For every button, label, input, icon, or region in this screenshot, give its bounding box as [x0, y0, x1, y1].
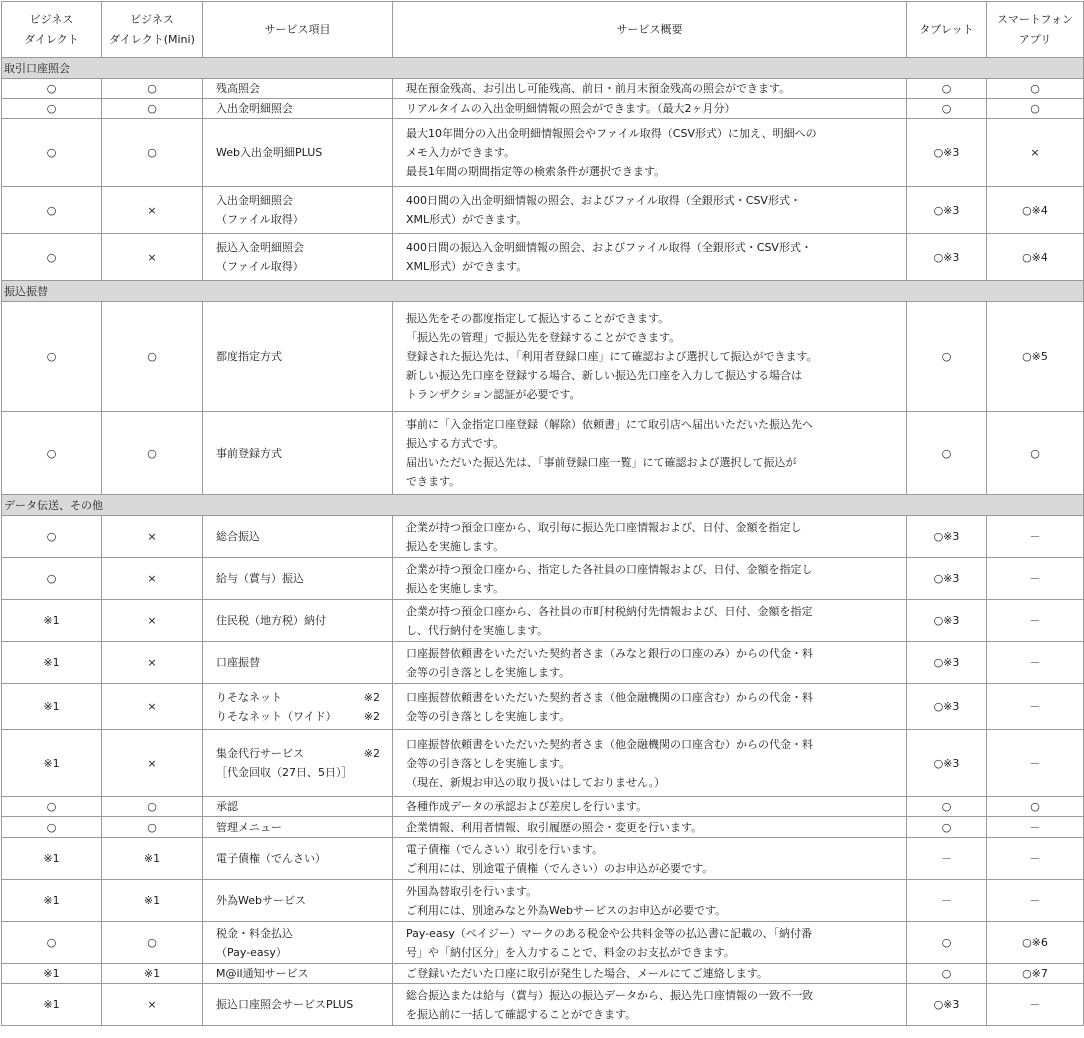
cell-business-direct: ※1	[2, 964, 102, 984]
table-row	[2, 797, 1084, 817]
service-summary-line: 振込する方式です。	[406, 437, 505, 450]
cell-business-direct: ※1	[2, 838, 102, 880]
cell-service-item	[203, 302, 393, 412]
section-title: データ伝送、その他	[2, 495, 1084, 516]
cell-service-summary	[393, 600, 907, 642]
service-summary-line: 最長1年間の期間指定等の検索条件が選択できます。	[406, 165, 666, 178]
service-summary-line: 口座振替依頼書をいただいた契約者さま（他金融機関の口座含む）からの代金・料	[406, 737, 813, 751]
cell-tablet: ○※3	[907, 642, 987, 684]
header-business-direct: ビジネス ダイレクト	[2, 2, 102, 58]
table-row	[2, 642, 1084, 684]
service-table	[1, 1, 1084, 1026]
cell-smartphone-app: ○※7	[987, 964, 1084, 984]
service-item-label: 住民税（地方税）納付	[216, 614, 326, 627]
service-summary-line: 届出いただいた振込先は、「事前登録口座一覧」にて確認および選択して振込が	[406, 456, 797, 469]
table-row	[2, 600, 1084, 642]
cell-service-summary	[393, 880, 907, 922]
cell-tablet: ○※3	[907, 684, 987, 730]
cell-smartphone-app: －	[987, 600, 1084, 642]
cell-tablet: ○※3	[907, 558, 987, 600]
cell-business-direct: ○	[2, 234, 102, 281]
service-summary-line: し、代行納付を実施します。	[406, 623, 549, 637]
cell-tablet: ○※3	[907, 600, 987, 642]
service-item-note: ※2	[363, 709, 380, 723]
cell-business-direct-mini: ○	[102, 797, 203, 817]
service-summary-line: 新しい振込先口座を登録する場合、新しい振込先口座を入力して振込する場合は	[406, 369, 802, 382]
cell-smartphone-app: ○※4	[987, 187, 1084, 234]
cell-service-item	[203, 922, 393, 964]
cell-tablet: －	[907, 838, 987, 880]
cell-business-direct: ※1	[2, 684, 102, 730]
section-title: 取引口座照会	[2, 58, 1084, 79]
service-item-label: 振込口座照会サービスPLUS	[216, 998, 354, 1011]
cell-service-item	[203, 984, 393, 1026]
service-summary-line: 最大10年間分の入出金明細情報照会やファイル取得（CSV形式）に加え、明細への	[406, 127, 817, 140]
cell-tablet: ○	[907, 797, 987, 817]
cell-service-summary	[393, 817, 907, 838]
service-summary-line: 事前に「入金指定口座登録（解除）依頼書」にて取引店へ届出いただいた振込先へ	[406, 418, 813, 431]
service-summary-line: 「振込先の管理」で振込先を登録することができます。	[406, 331, 681, 344]
cell-tablet: ○	[907, 79, 987, 99]
cell-service-summary	[393, 302, 907, 412]
service-summary-line: 金等の引き落としを実施します。	[406, 756, 571, 770]
cell-tablet: －	[907, 880, 987, 922]
service-item-label: 都度指定方式	[216, 350, 282, 363]
cell-smartphone-app: －	[987, 642, 1084, 684]
table-row	[2, 234, 1084, 281]
cell-business-direct: ○	[2, 119, 102, 187]
cell-service-item	[203, 412, 393, 495]
service-summary-line: 企業が持つ預金口座から、各社員の市町村税納付先情報および、日付、金額を指定	[406, 604, 813, 618]
cell-service-item	[203, 234, 393, 281]
service-item-note: ※2	[363, 690, 380, 704]
service-item-label: 承認	[216, 800, 238, 813]
cell-business-direct-mini: ×	[102, 558, 203, 600]
cell-business-direct: ○	[2, 302, 102, 412]
cell-smartphone-app: －	[987, 984, 1084, 1026]
service-item-label: 税金・料金払込	[216, 926, 293, 940]
service-item-label: M@il通知サービス	[216, 967, 309, 980]
cell-service-summary	[393, 558, 907, 600]
cell-business-direct-mini: ×	[102, 187, 203, 234]
cell-business-direct: ※1	[2, 600, 102, 642]
service-summary-line: 400日間の入出金明細情報の照会、およびファイル取得（全銀形式・CSV形式・	[406, 194, 801, 207]
service-summary-line: 金等の引き落としを実施します。	[406, 709, 571, 723]
cell-business-direct: ※1	[2, 880, 102, 922]
cell-smartphone-app: ○	[987, 412, 1084, 495]
cell-service-item	[203, 558, 393, 600]
service-summary-line: メモ入力ができます。	[406, 146, 516, 159]
cell-business-direct: ○	[2, 412, 102, 495]
service-summary-line: ご登録いただいた口座に取引が発生した場合、メールにてご連絡します。	[406, 967, 768, 980]
cell-business-direct-mini: ×	[102, 684, 203, 730]
service-item-label: ［代金回収（27日、5日）］	[216, 766, 353, 779]
service-summary-line: を振込前に一括して確認することができます。	[406, 1007, 637, 1021]
cell-service-item	[203, 119, 393, 187]
table-row	[2, 922, 1084, 964]
service-item-label: 管理メニュー	[216, 820, 282, 834]
service-summary-line: 企業が持つ預金口座から、取引毎に振込先口座情報および、日付、金額を指定し	[406, 520, 802, 534]
cell-business-direct-mini: ※1	[102, 964, 203, 984]
cell-business-direct-mini: ○	[102, 922, 203, 964]
cell-business-direct: ○	[2, 79, 102, 99]
cell-tablet: ○	[907, 99, 987, 119]
cell-business-direct-mini: ×	[102, 730, 203, 797]
cell-smartphone-app: ○	[987, 797, 1084, 817]
cell-smartphone-app: －	[987, 684, 1084, 730]
cell-business-direct: ○	[2, 817, 102, 838]
service-summary-line: Pay-easy（ペイジー）マークのある税金や公共料金等の払込書に記載の、「納付番	[406, 926, 812, 940]
cell-business-direct-mini: ×	[102, 600, 203, 642]
cell-tablet: ○	[907, 412, 987, 495]
service-summary-line: できます。	[406, 475, 461, 488]
cell-smartphone-app: ×	[987, 119, 1084, 187]
cell-business-direct: ※1	[2, 984, 102, 1026]
cell-smartphone-app: －	[987, 516, 1084, 558]
cell-tablet: ○※3	[907, 730, 987, 797]
cell-tablet: ○※3	[907, 516, 987, 558]
service-summary-line: トランザクション認証が必要です。	[406, 388, 581, 401]
service-item-line	[216, 744, 386, 763]
cell-service-item	[203, 797, 393, 817]
cell-service-item	[203, 642, 393, 684]
cell-smartphone-app: －	[987, 838, 1084, 880]
cell-smartphone-app: －	[987, 558, 1084, 600]
table-row	[2, 302, 1084, 412]
cell-service-item	[203, 516, 393, 558]
cell-business-direct-mini: ※1	[102, 880, 203, 922]
cell-service-summary	[393, 119, 907, 187]
service-summary-line: 振込先をその都度指定して振込することができます。	[406, 312, 670, 325]
service-item-label: 電子債権（でんさい）	[216, 852, 326, 865]
service-summary-line: 振込を実施します。	[406, 581, 505, 595]
cell-service-item	[203, 838, 393, 880]
service-item-line	[216, 763, 386, 782]
cell-business-direct: ○	[2, 516, 102, 558]
cell-service-item	[203, 817, 393, 838]
service-item-label: 事前登録方式	[216, 446, 282, 460]
service-summary-line: 現在預金残高、お引出し可能残高、前日・前月末預金残高の照会ができます。	[406, 82, 791, 95]
service-summary-line: ご利用には、別途電子債権（でんさい）のお申込が必要です。	[406, 861, 714, 875]
table-row	[2, 187, 1084, 234]
service-item-label: 集金代行サービス	[216, 747, 304, 760]
service-item-label: （ファイル取得）	[216, 213, 304, 226]
cell-tablet: ○※3	[907, 187, 987, 234]
section-header	[2, 58, 1084, 79]
header-smartphone-app: スマートフォン アプリ	[987, 2, 1084, 58]
service-item-label: 外為Webサービス	[216, 894, 306, 907]
cell-service-item	[203, 79, 393, 99]
service-summary-line: 企業が持つ預金口座から、指定した各社員の口座情報および、日付、金額を指定し	[406, 562, 813, 576]
cell-business-direct-mini: ×	[102, 234, 203, 281]
cell-service-item	[203, 730, 393, 797]
cell-tablet: ○	[907, 302, 987, 412]
service-item-label: 入出金明細照会	[216, 194, 293, 207]
cell-service-summary	[393, 838, 907, 880]
cell-service-item	[203, 600, 393, 642]
table-row	[2, 516, 1084, 558]
cell-business-direct-mini: ×	[102, 516, 203, 558]
cell-service-item	[203, 99, 393, 119]
cell-service-item	[203, 964, 393, 984]
cell-service-item	[203, 187, 393, 234]
cell-business-direct-mini: ×	[102, 984, 203, 1026]
cell-service-summary	[393, 922, 907, 964]
cell-service-summary	[393, 642, 907, 684]
table-row	[2, 99, 1084, 119]
service-summary-line: 登録された振込先は、「利用者登録口座」にて確認および選択して振込ができます。	[406, 350, 818, 363]
section-header	[2, 281, 1084, 302]
cell-service-summary	[393, 964, 907, 984]
cell-smartphone-app: ○※5	[987, 302, 1084, 412]
cell-smartphone-app: －	[987, 880, 1084, 922]
service-summary-line: 企業情報、利用者情報、取引履歴の照会・変更を行います。	[406, 820, 703, 834]
service-item-label: （Pay-easy）	[216, 945, 287, 959]
cell-tablet: ○※3	[907, 119, 987, 187]
cell-service-summary	[393, 234, 907, 281]
cell-business-direct-mini: ○	[102, 119, 203, 187]
cell-service-summary	[393, 187, 907, 234]
header-business-direct-mini: ビジネス ダイレクト(Mini)	[102, 2, 203, 58]
service-summary-line: 口座振替依頼書をいただいた契約者さま（他金融機関の口座含む）からの代金・料	[406, 690, 813, 704]
service-item-label: りそなネット（ワイド）	[216, 709, 337, 723]
service-item-label: 給与（賞与）振込	[216, 572, 304, 585]
service-summary-line: XML形式）ができます。	[406, 213, 528, 226]
cell-business-direct-mini: ×	[102, 642, 203, 684]
cell-business-direct: ○	[2, 187, 102, 234]
service-summary-line: 400日間の振込入金明細情報の照会、およびファイル取得（全銀形式・CSV形式・	[406, 241, 812, 254]
section-header	[2, 495, 1084, 516]
cell-smartphone-app: －	[987, 730, 1084, 797]
table-row	[2, 984, 1084, 1026]
service-item-note: ※2	[363, 747, 380, 760]
cell-service-summary	[393, 730, 907, 797]
service-summary-line: 外国為替取引を行います。	[406, 884, 538, 898]
service-summary-line: 振込を実施します。	[406, 539, 505, 553]
table-row	[2, 730, 1084, 797]
cell-tablet: ○	[907, 922, 987, 964]
header-service-summary: サービス概要	[393, 2, 907, 58]
cell-business-direct: ○	[2, 99, 102, 119]
service-item-label: 振込入金明細照会	[216, 241, 304, 254]
cell-business-direct-mini: ○	[102, 302, 203, 412]
service-item-label: りそなネット	[216, 690, 282, 704]
service-summary-line: 各種作成データの承認および差戻しを行います。	[406, 800, 648, 813]
header-row	[2, 2, 1084, 58]
table-row	[2, 838, 1084, 880]
cell-business-direct-mini: ○	[102, 79, 203, 99]
service-summary-line: リアルタイムの入出金明細情報の照会ができます。（最大2ヶ月分）	[406, 102, 736, 115]
cell-service-summary	[393, 684, 907, 730]
cell-tablet: ○	[907, 964, 987, 984]
cell-service-summary	[393, 99, 907, 119]
table-row	[2, 880, 1084, 922]
service-summary-line: 総合振込または給与（賞与）振込の振込データから、振込先口座情報の一致不一致	[406, 988, 813, 1002]
header-tablet: タブレット	[907, 2, 987, 58]
service-item-line	[216, 707, 386, 726]
cell-business-direct-mini: ○	[102, 817, 203, 838]
cell-tablet: ○	[907, 817, 987, 838]
service-summary-line: XML形式）ができます。	[406, 260, 528, 273]
service-item-label: 口座振替	[216, 656, 260, 669]
cell-service-item	[203, 880, 393, 922]
service-summary-line: 口座振替依頼書をいただいた契約者さま（みなと銀行の口座のみ）からの代金・料	[406, 646, 813, 660]
service-item-label: 残高照会	[216, 82, 260, 95]
cell-service-item	[203, 684, 393, 730]
service-summary-line: （現在、新規お申込の取り扱いはしておりません。）	[406, 775, 666, 789]
service-summary-line: 電子債権（でんさい）取引を行います。	[406, 842, 604, 856]
service-summary-line: 号」や「納付区分」を入力することで、料金のお支払ができます。	[406, 945, 735, 959]
service-summary-line: 金等の引き落としを実施します。	[406, 665, 571, 679]
header-service-item: サービス項目	[203, 2, 393, 58]
cell-service-summary	[393, 516, 907, 558]
cell-tablet: ○※3	[907, 984, 987, 1026]
table-row	[2, 684, 1084, 730]
cell-smartphone-app: －	[987, 817, 1084, 838]
cell-business-direct: ※1	[2, 730, 102, 797]
cell-service-summary	[393, 412, 907, 495]
cell-business-direct: ○	[2, 797, 102, 817]
cell-smartphone-app: ○※6	[987, 922, 1084, 964]
service-summary-line: ご利用には、別途みなと外為Webサービスのお申込が必要です。	[406, 903, 727, 917]
cell-smartphone-app: ○※4	[987, 234, 1084, 281]
cell-business-direct: ※1	[2, 642, 102, 684]
table-row	[2, 79, 1084, 99]
cell-tablet: ○※3	[907, 234, 987, 281]
service-item-label: 入出金明細照会	[216, 102, 293, 115]
cell-business-direct: ○	[2, 922, 102, 964]
service-item-label: 総合振込	[216, 530, 260, 543]
cell-service-summary	[393, 984, 907, 1026]
cell-service-summary	[393, 797, 907, 817]
service-item-line	[216, 688, 386, 707]
cell-business-direct-mini: ※1	[102, 838, 203, 880]
cell-business-direct-mini: ○	[102, 412, 203, 495]
cell-business-direct-mini: ○	[102, 99, 203, 119]
service-item-label: （ファイル取得）	[216, 260, 304, 273]
service-item-label: Web入出金明細PLUS	[216, 146, 323, 159]
table-row	[2, 817, 1084, 838]
table-row	[2, 964, 1084, 984]
cell-service-summary	[393, 79, 907, 99]
cell-smartphone-app: ○	[987, 79, 1084, 99]
table-row	[2, 412, 1084, 495]
table-row	[2, 119, 1084, 187]
table-row	[2, 558, 1084, 600]
cell-smartphone-app: ○	[987, 99, 1084, 119]
section-title: 振込振替	[2, 281, 1084, 302]
cell-business-direct: ○	[2, 558, 102, 600]
